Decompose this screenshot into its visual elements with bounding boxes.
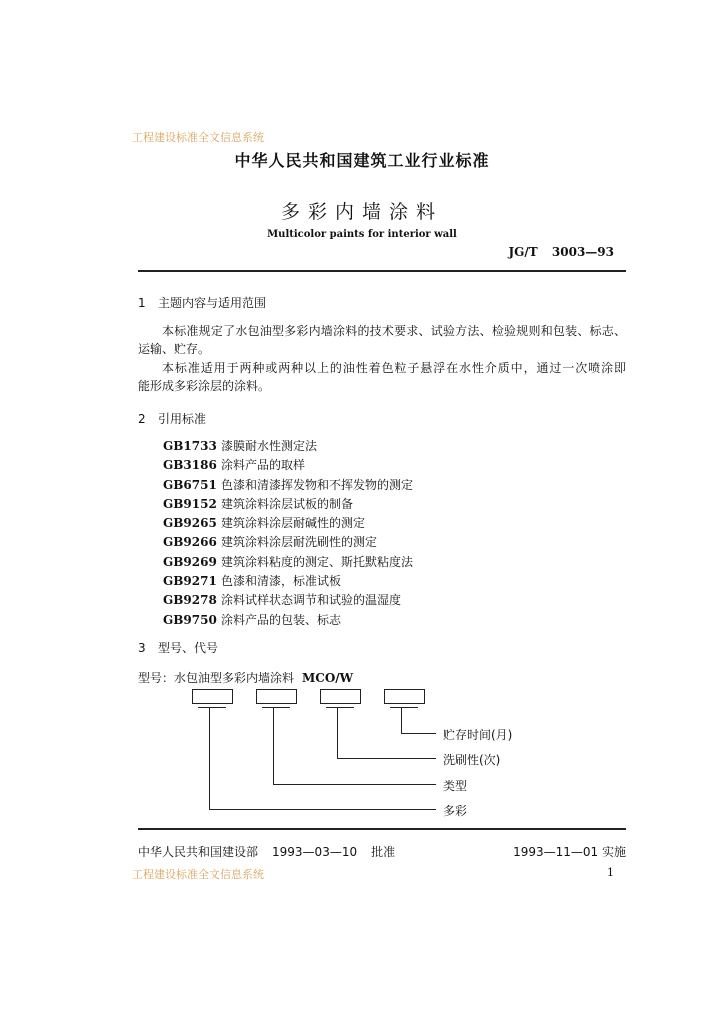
- label-storage-time: 贮存时间(月): [443, 728, 513, 742]
- standard-code: JG/T 3003—93: [508, 245, 614, 259]
- paragraph-line: 能形成多彩涂层的涂料。: [138, 379, 271, 393]
- ministry-standard-heading: 中华人民共和国建筑工业行业标准: [234, 151, 490, 170]
- section-title: 型号、代号: [158, 641, 219, 655]
- code-box-3: [321, 690, 361, 704]
- ref-code: GB9152: [163, 496, 217, 511]
- page-number: 1: [607, 866, 614, 879]
- ref-title: 涂料产品的取样: [221, 458, 306, 473]
- ref-title: 涂料产品的包装、标志: [221, 612, 342, 627]
- ref-code: GB3186: [163, 458, 217, 473]
- ref-title: 色漆和清漆，标准试板: [221, 574, 342, 589]
- document-title: 多彩内墙涂料: [280, 201, 443, 223]
- ref-code: GB9278: [163, 593, 217, 608]
- ref-code: GB6751: [163, 477, 217, 492]
- code-box-2: [257, 690, 297, 704]
- model-code: MCO/W: [302, 671, 354, 685]
- label-multicolor: 多彩: [443, 804, 468, 818]
- ref-code: GB9269: [163, 554, 217, 569]
- approval-date: 1993—03—10: [272, 845, 358, 859]
- code-box-1: [193, 690, 233, 704]
- ref-code: GB9265: [163, 516, 217, 531]
- issuer: 中华人民共和国建设部: [138, 845, 259, 859]
- paragraph-line: 本标准规定了水包油型多彩内墙涂料的技术要求、试验方法、检验规则和包装、标志、: [162, 324, 626, 338]
- section-title: 引用标准: [158, 412, 207, 426]
- approval-label: 批准: [371, 845, 396, 859]
- paragraph-line: 本标准适用于两种或两种以上的油性着色粒子悬浮在水性介质中，通过一次喷涂即: [162, 361, 626, 375]
- watermark-top: 工程建设标准全文信息系统: [132, 131, 264, 144]
- ref-title: 建筑涂料涂层试板的制备: [221, 496, 354, 511]
- label-washability: 洗刷性(次): [443, 753, 501, 767]
- ref-title: 建筑涂料粘度的测定、斯托默粘度法: [221, 554, 414, 569]
- code-box-4: [385, 690, 425, 704]
- ref-code: GB9271: [163, 574, 217, 589]
- effective-date: 1993—11—01 实施: [513, 845, 626, 859]
- model-prefix: 型号：水包油型多彩内墙涂料: [138, 671, 295, 685]
- section-number: 3: [138, 641, 146, 655]
- ref-title: 建筑涂料涂层耐碱性的测定: [221, 516, 366, 531]
- ref-title: 涂料试样状态调节和试验的温湿度: [221, 593, 402, 608]
- section-title: 主题内容与适用范围: [158, 296, 267, 310]
- paragraph-line: 运输、贮存。: [138, 342, 211, 356]
- label-type: 类型: [443, 779, 468, 793]
- issuer-approval: [138, 843, 395, 860]
- ref-title: 色漆和清漆挥发物和不挥发物的测定: [221, 477, 414, 492]
- ref-code: GB9750: [163, 612, 217, 627]
- ref-title: 建筑涂料涂层耐洗刷性的测定: [221, 535, 378, 550]
- watermark-bottom: 工程建设标准全文信息系统: [132, 868, 264, 881]
- leader-line-2: [274, 708, 437, 785]
- ref-code: GB9266: [163, 535, 217, 550]
- section-number: 2: [138, 412, 146, 426]
- leader-line-4: [402, 708, 437, 734]
- ref-code: GB1733: [163, 439, 217, 453]
- section-number: 1: [138, 296, 146, 310]
- ref-title: 漆膜耐水性测定法: [221, 439, 318, 453]
- english-title: Multicolor paints for interior wall: [267, 229, 457, 240]
- footer-rule: [138, 828, 626, 830]
